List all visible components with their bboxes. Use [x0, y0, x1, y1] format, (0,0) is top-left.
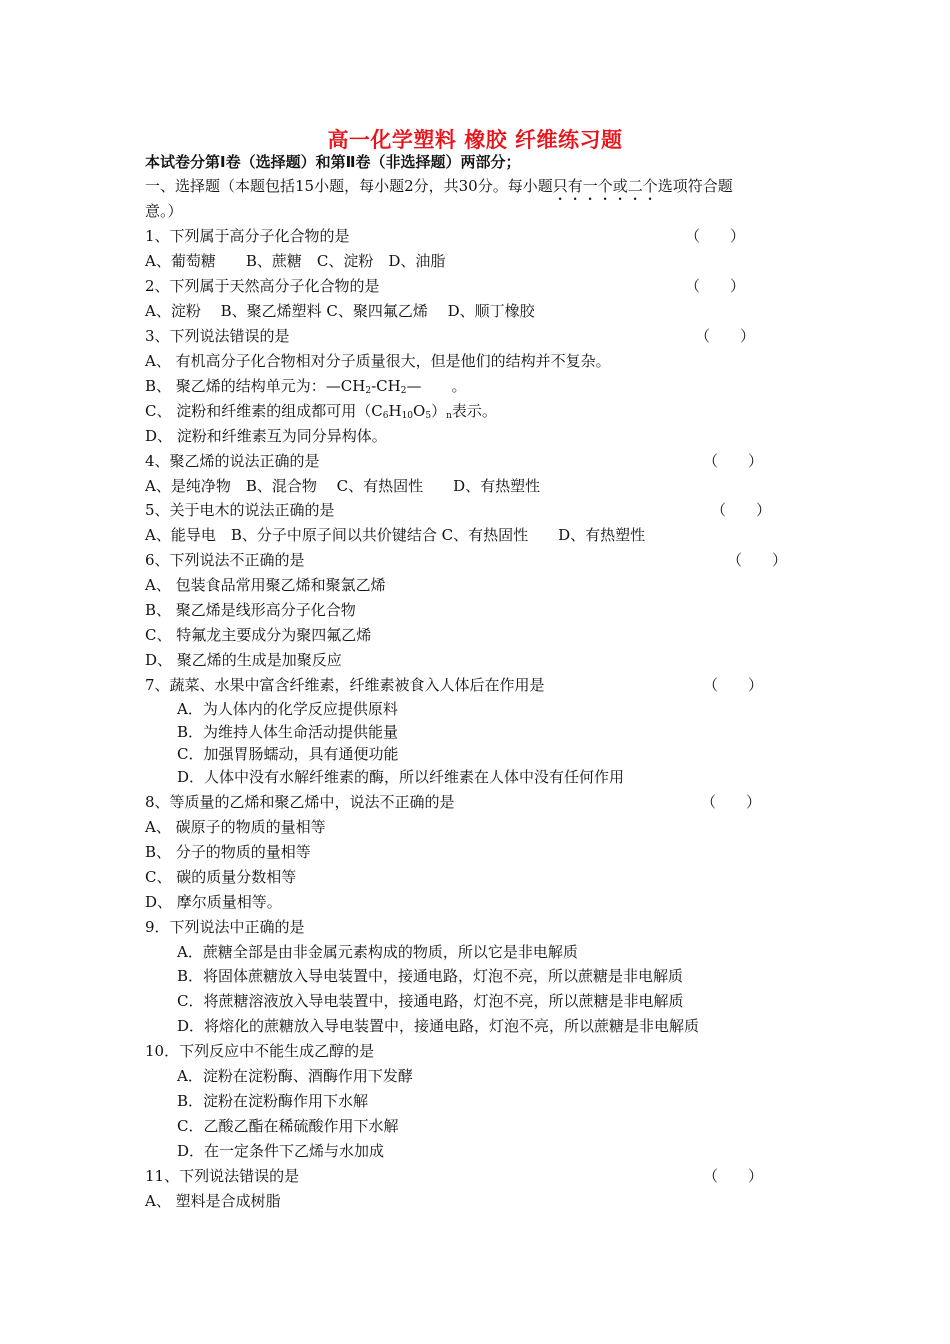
- question-8-option-a: A、 碳原子的物质的量相等: [145, 818, 326, 836]
- question-7-stem: 7、蔬菜、水果中富含纤维素，纤维素被食入人体后在作用是: [145, 676, 545, 694]
- formula-subscript: 5: [425, 411, 432, 421]
- answer-blank-8: （ ）: [701, 793, 762, 811]
- formula-text: O: [413, 402, 426, 420]
- answer-blank-7: （ ）: [703, 676, 764, 694]
- question-8-option-c: C、 碳的质量分数相等: [145, 868, 297, 886]
- answer-blank-4: （ ）: [703, 452, 764, 470]
- question-6-option-a: A、 包装食品常用聚乙烯和聚氯乙烯: [145, 576, 386, 594]
- question-6-stem: 6、下列说法不正确的是: [145, 551, 305, 569]
- question-7-option-b: B．为维持人体生命活动提供能量: [177, 723, 399, 741]
- answer-blank-1: （ ）: [685, 227, 746, 245]
- question-2-options: A、淀粉 B、聚乙烯塑料 C、聚四氟乙烯 D、顺丁橡胶: [145, 302, 535, 320]
- question-10-option-b: B．淀粉在淀粉酶作用下水解: [177, 1092, 369, 1110]
- question-5-stem: 5、关于电木的说法正确的是: [145, 501, 335, 519]
- formula-text: C、 淀粉和纤维素的组成都可用（C: [145, 402, 383, 420]
- question-1-options: A、葡萄糖 B、蔗糖 C、淀粉 D、油脂: [145, 252, 446, 270]
- question-9-option-c: C．将蔗糖溶液放入导电装置中，接通电路，灯泡不亮，所以蔗糖是非电解质: [177, 992, 684, 1010]
- formula-subscript: n: [446, 411, 452, 421]
- formula-text: 表示。: [451, 402, 497, 420]
- question-9-stem: 9．下列说法中正确的是: [145, 918, 305, 936]
- formula-subscript: 10: [401, 411, 414, 421]
- question-9-option-b: B．将固体蔗糖放入导电装置中，接通电路，灯泡不亮，所以蔗糖是非电解质: [177, 967, 684, 985]
- formula-subscript: 2: [400, 386, 407, 396]
- question-6-option-c: C、 特氟龙主要成分为聚四氟乙烯: [145, 626, 372, 644]
- section-heading-line2: 意。）: [145, 202, 183, 220]
- question-7-option-d: D．人体中没有水解纤维素的酶，所以纤维素在人体中没有任何作用: [177, 768, 625, 786]
- answer-blank-2: （ ）: [685, 277, 746, 295]
- question-5-options: A、能导电 B、分子中原子间以共价键结合 C、有热固性 D、有热塑性: [145, 526, 646, 544]
- question-6-option-d: D、 聚乙烯的生成是加聚反应: [145, 651, 342, 669]
- question-10-stem: 10．下列反应中不能生成乙醇的是: [145, 1042, 375, 1060]
- answer-blank-3: （ ）: [695, 327, 756, 345]
- question-9-option-d: D．将熔化的蔗糖放入导电装置中，接通电路，灯泡不亮，所以蔗糖是非电解质: [177, 1017, 700, 1035]
- question-8-option-d: D、 摩尔质量相等。: [145, 893, 282, 911]
- question-8-option-b: B、 分子的物质的量相等: [145, 843, 311, 861]
- section-heading-post: 选项符合题: [657, 177, 733, 195]
- question-3-option-c: [145, 401, 497, 426]
- question-3-stem: 3、下列说法错误的是: [145, 327, 290, 345]
- question-11-option-a: A、 塑料是合成树脂: [145, 1192, 281, 1210]
- question-9-option-a: A．蔗糖全部是由非金属元素构成的物质，所以它是非电解质: [177, 943, 578, 961]
- question-10-option-d: D．在一定条件下乙烯与水加成: [177, 1142, 385, 1160]
- formula-text: -CH: [371, 377, 401, 395]
- question-6-option-b: B、 聚乙烯是线形高分子化合物: [145, 601, 356, 619]
- question-3-option-a: A、 有机高分子化合物相对分子质量很大，但是他们的结构并不复杂。: [145, 352, 611, 370]
- question-2-stem: 2、下列属于天然高分子化合物的是: [145, 277, 380, 295]
- question-4-options: A、是纯净物 B、混合物 C、有热固性 D、有热塑性: [145, 477, 541, 495]
- answer-blank-6: （ ）: [727, 551, 788, 569]
- answer-blank-5: （ ）: [711, 501, 772, 519]
- page-title: 高一化学塑料 橡胶 纤维练习题: [327, 128, 623, 152]
- question-7-option-c: C．加强胃肠蠕动，具有通便功能: [177, 745, 399, 763]
- section-heading-emphasis: 只有一个或二个: [552, 177, 658, 195]
- formula-text: — 。: [406, 377, 467, 395]
- question-11-stem: 11、下列说法错误的是: [145, 1167, 300, 1185]
- question-10-option-a: A．淀粉在淀粉酶、酒酶作用下发酵: [177, 1067, 413, 1085]
- formula-subscript: 2: [365, 386, 372, 396]
- formula-text: B、 聚乙烯的结构单元为：—CH: [145, 377, 366, 395]
- question-10-option-c: C．乙酸乙酯在稀硫酸作用下水解: [177, 1117, 399, 1135]
- exam-intro: 本试卷分第Ⅰ卷（选择题）和第Ⅱ卷（非选择题）两部分；: [145, 153, 521, 171]
- question-3-option-b: [145, 376, 466, 401]
- question-1-stem: 1、下列属于高分子化合物的是: [145, 227, 350, 245]
- question-8-stem: 8、等质量的乙烯和聚乙烯中，说法不正确的是: [145, 793, 455, 811]
- section-heading: [145, 176, 733, 204]
- section-heading-pre: 一、选择题（本题包括15小题，每小题2分，共30分。每小题: [145, 177, 553, 195]
- formula-text: H: [388, 402, 402, 420]
- question-7-option-a: A．为人体内的化学反应提供原料: [177, 700, 398, 718]
- question-3-option-d: D、 淀粉和纤维素互为同分异构体。: [145, 427, 387, 445]
- answer-blank-11: （ ）: [703, 1167, 764, 1185]
- formula-text: ）: [431, 402, 447, 420]
- question-4-stem: 4、聚乙烯的说法正确的是: [145, 452, 320, 470]
- formula-subscript: 6: [382, 411, 389, 421]
